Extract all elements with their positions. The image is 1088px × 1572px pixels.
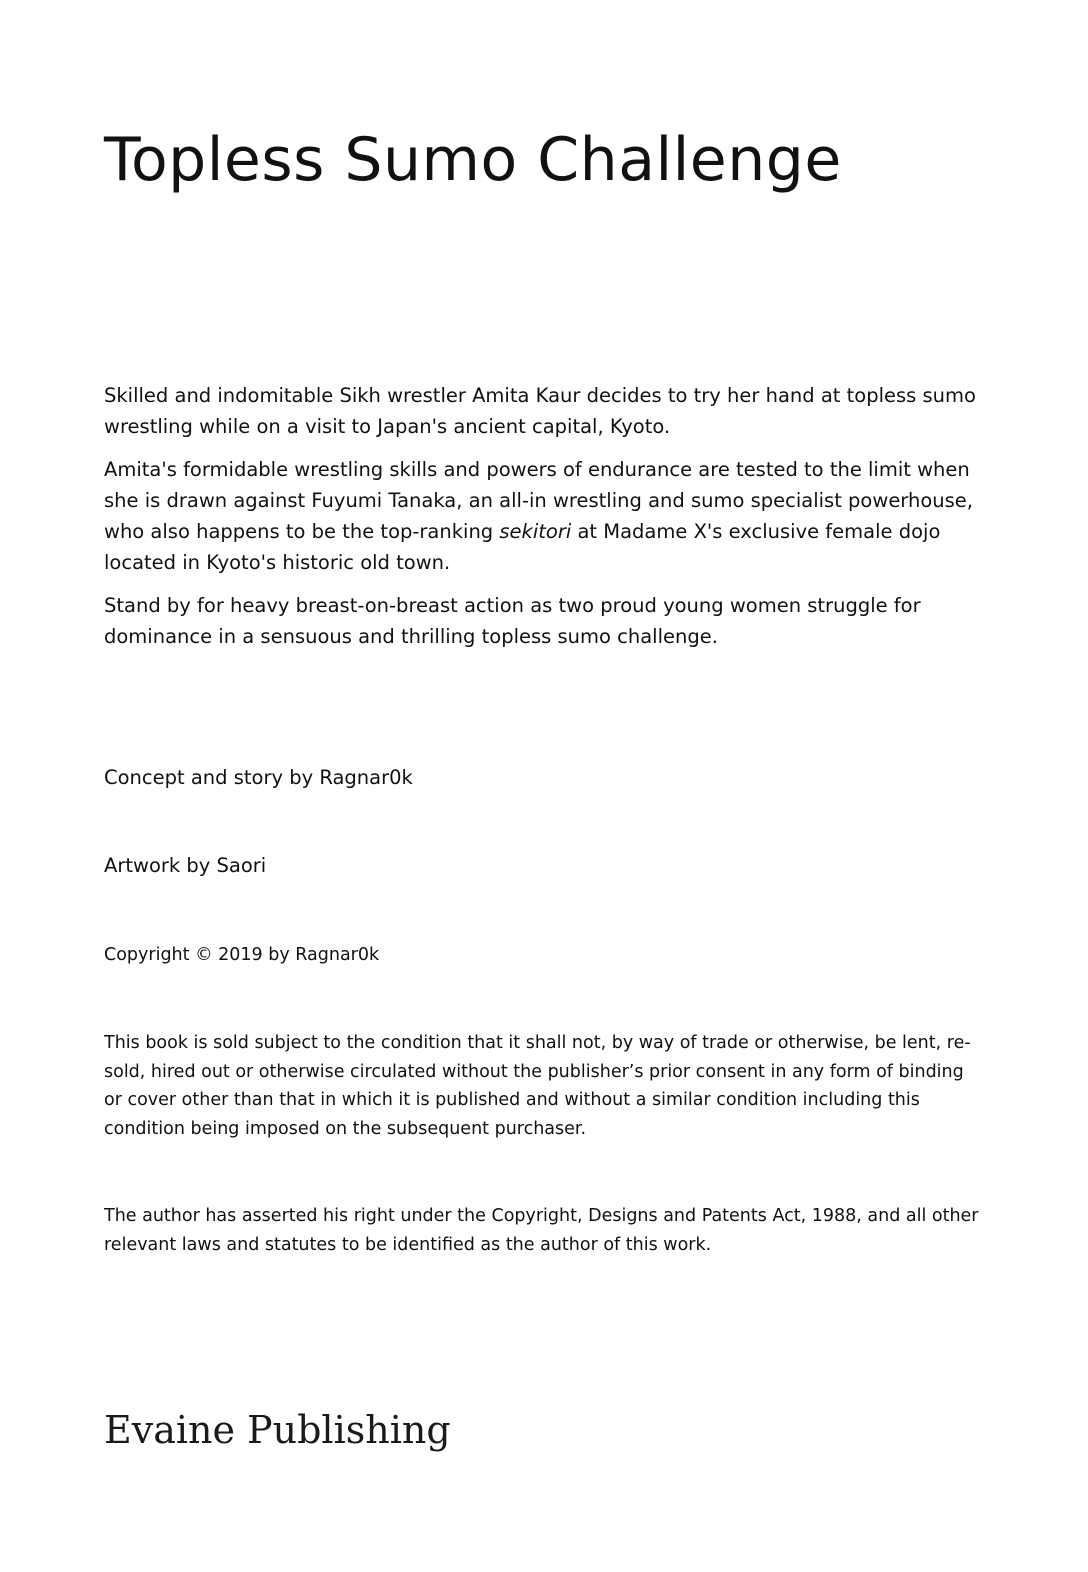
- blurb-paragraph-1: Skilled and indomitable Sikh wrestler Amita Kaur decides to try her hand at topless sumo wrestling while on a visit to Japan's ancient capital, Kyoto.: [104, 384, 976, 438]
- concept-credit: Concept and story by Ragnar0k: [104, 766, 413, 789]
- publisher-name: Evaine Publishing: [104, 1408, 451, 1452]
- blurb-paragraph-2: [104, 454, 984, 578]
- author-rights-notice: The author has asserted his right under the Copyright, Designs and Patents Act, 1988, and all other relevant laws and statutes to be identified as the author of this work.: [104, 1206, 979, 1255]
- book-title: Topless Sumo Challenge: [104, 125, 842, 195]
- blurb-italic-term: sekitori: [499, 520, 572, 543]
- blurb-paragraph-2-text-start: Amita's formidable wrestling skills and powers of endurance are tested to the limit when she is drawn against Fuyumi Tanaka, an all-in wrestling and sumo specialist powerhouse, who also happens to be the top-ranking: [104, 458, 973, 543]
- book-blurb: [104, 380, 984, 664]
- artwork-credit: Artwork by Saori: [104, 854, 267, 877]
- blurb-paragraph-3: Stand by for heavy breast-on-breast action as two proud young women struggle for dominance in a sensuous and thrilling topless sumo challenge.: [104, 594, 921, 648]
- copyright-notice: Copyright © 2019 by Ragnar0k: [104, 945, 380, 965]
- blurb-paragraph-2-text-end: at Madame X's exclusive female dojo located in Kyoto's historic old town.: [104, 520, 941, 574]
- sale-condition-notice: This book is sold subject to the condition that it shall not, by way of trade or otherwise, be lent, re-sold, hired out or otherwise circulated without the publisher’s prior consent in any form of binding or cover other than that in which it is published and without a similar condition including this condition being imposed on the subsequent purchaser.: [104, 1033, 971, 1139]
